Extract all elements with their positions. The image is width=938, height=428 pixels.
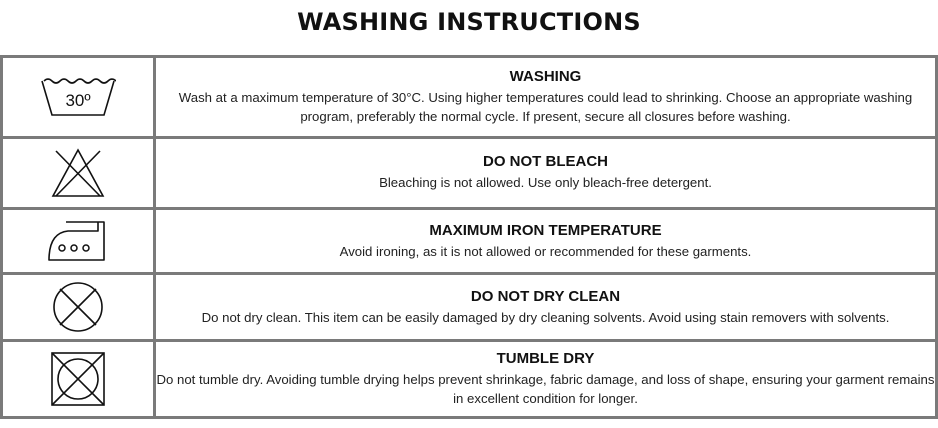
icon-cell bbox=[2, 209, 155, 274]
item-title: DO NOT BLEACH bbox=[483, 153, 608, 171]
do-not-tumble-dry-icon bbox=[50, 351, 106, 407]
icon-cell bbox=[2, 137, 155, 208]
text-cell bbox=[155, 137, 937, 208]
item-description: Do not dry clean. This item can be easily damaged by dry cleaning solvents. Avoid using stain removers with solvents. bbox=[201, 309, 890, 325]
text-cell bbox=[155, 209, 937, 274]
text-cell bbox=[155, 274, 937, 341]
iron-three-dots-icon bbox=[46, 218, 110, 264]
icon-cell bbox=[2, 274, 155, 341]
wash-temperature-label: 30º bbox=[65, 90, 91, 110]
care-row-tumble-dry bbox=[2, 341, 937, 418]
item-description: Do not tumble dry. Avoiding tumble drying helps prevent shrinkage, fabric damage, and loss of shape, ensuring your garment remains in excellent condition for longer. bbox=[156, 372, 935, 407]
item-title: DO NOT DRY CLEAN bbox=[470, 287, 621, 305]
item-description: Avoid ironing, as it is not allowed or recommended for these garments. bbox=[339, 243, 752, 259]
icon-cell bbox=[2, 57, 155, 138]
do-not-bleach-icon bbox=[50, 147, 106, 199]
item-title: MAXIMUM IRON TEMPERATURE bbox=[429, 221, 662, 239]
care-row-bleach bbox=[2, 137, 937, 208]
item-description: Wash at a maximum temperature of 30°C. Using higher temperatures could lead to shrinking. Choose an appropriate washing program, preferably the normal cycle. If present, secure all closures before washing. bbox=[178, 89, 913, 124]
item-title: TUMBLE DRY bbox=[496, 350, 595, 368]
item-description: Bleaching is not allowed. Use only bleach-free detergent. bbox=[379, 175, 712, 191]
care-row-dry-clean bbox=[2, 274, 937, 341]
care-instructions-table bbox=[0, 55, 938, 419]
text-cell bbox=[155, 341, 937, 418]
page-title: WASHING INSTRUCTIONS bbox=[297, 8, 641, 36]
care-row-washing bbox=[2, 57, 937, 138]
text-cell bbox=[155, 57, 937, 138]
item-title: WASHING bbox=[509, 67, 582, 85]
care-row-iron bbox=[2, 209, 937, 274]
icon-cell bbox=[2, 341, 155, 418]
wash-tub-30-icon bbox=[40, 75, 116, 119]
do-not-dry-clean-icon bbox=[51, 280, 105, 334]
